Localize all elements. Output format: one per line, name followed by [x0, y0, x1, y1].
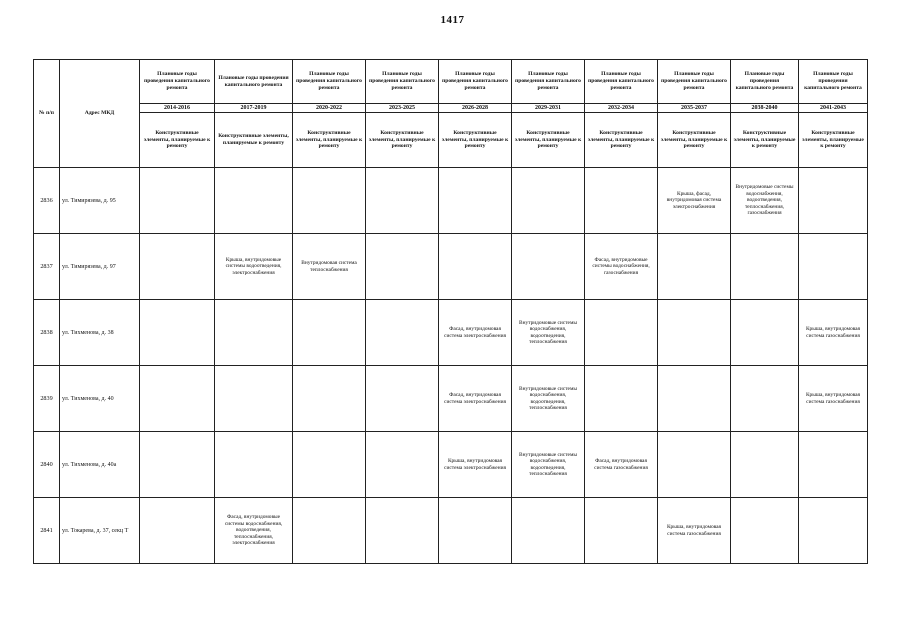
work-cell: [658, 432, 731, 498]
elements-header: Конструктивные элементы, планируемые к ремонту: [140, 113, 215, 168]
work-cell: Крыша, внутридомовая система газоснабжения: [799, 300, 868, 366]
elements-header: Конструктивные элементы, планируемые к ремонту: [585, 113, 658, 168]
row-number: 2840: [34, 432, 60, 498]
row-address: ул. Токарева, д. 37, секц Т: [60, 498, 140, 564]
work-cell: Крыша, фасад, внутридомовая система электроснабжения: [658, 168, 731, 234]
work-cell: [585, 498, 658, 564]
work-cell: [585, 168, 658, 234]
period-header: Плановые годы проведения капитального ремонта: [140, 60, 215, 104]
work-cell: [366, 432, 439, 498]
work-cell: [140, 300, 215, 366]
work-cell: [585, 366, 658, 432]
work-cell: [293, 300, 366, 366]
header-row-years: [34, 104, 868, 113]
repair-schedule-table: [33, 59, 868, 564]
row-number: 2839: [34, 366, 60, 432]
work-cell: Внутридомовая система теплоснабжения: [293, 234, 366, 300]
work-cell: Фасад, внутридомовая система газоснабжения: [585, 432, 658, 498]
work-cell: [731, 234, 799, 300]
work-cell: Фасад, внутридомовая система электроснабжения: [439, 300, 512, 366]
work-cell: [731, 366, 799, 432]
work-cell: [140, 168, 215, 234]
year-range: 2014-2016: [140, 104, 215, 113]
work-cell: [658, 366, 731, 432]
work-cell: [215, 432, 293, 498]
row-address: ул. Тихменова, д. 40: [60, 366, 140, 432]
work-cell: Крыша, внутридомовые системы водоотведения, электроснабжения: [215, 234, 293, 300]
table-row: [34, 168, 868, 234]
table-body: [34, 168, 868, 564]
work-cell: [293, 498, 366, 564]
year-range: 2038-2040: [731, 104, 799, 113]
work-cell: [215, 168, 293, 234]
year-range: 2023-2025: [366, 104, 439, 113]
elements-header: Конструктивные элементы, планируемые к ремонту: [215, 113, 293, 168]
work-cell: [215, 366, 293, 432]
work-cell: [366, 168, 439, 234]
work-cell: [658, 300, 731, 366]
row-number: 2838: [34, 300, 60, 366]
header-row-elements: [34, 113, 868, 168]
table-row: [34, 234, 868, 300]
work-cell: [731, 432, 799, 498]
work-cell: Внутридомовые системы водоснабжения, водоотведения, теплоснабжения: [512, 366, 585, 432]
row-number: 2841: [34, 498, 60, 564]
year-range: 2026-2028: [439, 104, 512, 113]
work-cell: [731, 498, 799, 564]
row-number: 2837: [34, 234, 60, 300]
year-range: 2041-2043: [799, 104, 868, 113]
work-cell: [366, 300, 439, 366]
period-header: Плановые годы проведения капитального ремонта: [658, 60, 731, 104]
elements-header: Конструктивные элементы, планируемые к ремонту: [439, 113, 512, 168]
work-cell: Внутридомовые системы водоснабжения, водоотведения, теплоснабжения: [512, 300, 585, 366]
work-cell: Крыша, внутридомовая система газоснабжения: [799, 366, 868, 432]
row-address: ул. Тихменова, д. 40а: [60, 432, 140, 498]
table-row: [34, 300, 868, 366]
work-cell: Крыша, внутридомовая система газоснабжения: [658, 498, 731, 564]
work-cell: [293, 168, 366, 234]
work-cell: [799, 432, 868, 498]
work-cell: [512, 168, 585, 234]
elements-header: Конструктивные элементы, планируемые к ремонту: [293, 113, 366, 168]
work-cell: Фасад, внутридомовые системы водоснабжения, газоснабжения: [585, 234, 658, 300]
work-cell: [439, 498, 512, 564]
work-cell: [366, 234, 439, 300]
work-cell: [799, 498, 868, 564]
elements-header: Конструктивные элементы, планируемые к ремонту: [731, 113, 799, 168]
elements-header: Конструктивные элементы, планируемые к ремонту: [658, 113, 731, 168]
page-number: 1417: [440, 14, 465, 26]
year-range: 2020-2022: [293, 104, 366, 113]
work-cell: [293, 366, 366, 432]
table-row: [34, 366, 868, 432]
row-address: ул. Тимирязева, д. 97: [60, 234, 140, 300]
period-header: Плановые годы проведения капитального ремонта: [439, 60, 512, 104]
work-cell: [658, 234, 731, 300]
work-cell: [799, 234, 868, 300]
row-number: 2836: [34, 168, 60, 234]
work-cell: [512, 234, 585, 300]
work-cell: [799, 168, 868, 234]
elements-header: Конструктивные элементы, планируемые к ремонту: [799, 113, 868, 168]
work-cell: Крыша, внутридомовая система электроснабжения: [439, 432, 512, 498]
work-cell: Внутридомовые системы водоснабжения, водоотведения, теплоснабжения, газоснабжения: [731, 168, 799, 234]
elements-header: Конструктивные элементы, планируемые к ремонту: [366, 113, 439, 168]
work-cell: [585, 300, 658, 366]
work-cell: Фасад, внутридомовая система электроснабжения: [439, 366, 512, 432]
row-address: ул. Тимирязева, д. 95: [60, 168, 140, 234]
period-header: Плановые годы проведения капитального ремонта: [731, 60, 799, 104]
year-range: 2032-2034: [585, 104, 658, 113]
period-header: Плановые годы проведения капитального ремонта: [215, 60, 293, 104]
work-cell: [140, 234, 215, 300]
work-cell: [731, 300, 799, 366]
work-cell: [439, 168, 512, 234]
num-header: № п/п: [34, 60, 60, 168]
period-header: Плановые годы проведения капитального ремонта: [585, 60, 658, 104]
work-cell: [366, 366, 439, 432]
work-cell: [512, 498, 585, 564]
work-cell: [215, 300, 293, 366]
period-header: Плановые годы проведения капитального ремонта: [293, 60, 366, 104]
work-cell: [366, 498, 439, 564]
year-range: 2035-2037: [658, 104, 731, 113]
header-row-period: [34, 60, 868, 104]
address-header: Адрес МКД: [60, 60, 140, 168]
row-address: ул. Тихменова, д. 38: [60, 300, 140, 366]
work-cell: Внутридомовые системы водоснабжения, водоотведения, теплоснабжения: [512, 432, 585, 498]
period-header: Плановые годы проведения капитального ремонта: [366, 60, 439, 104]
table-row: [34, 498, 868, 564]
year-range: 2029-2031: [512, 104, 585, 113]
work-cell: [140, 498, 215, 564]
work-cell: [140, 366, 215, 432]
table-row: [34, 432, 868, 498]
elements-header: Конструктивные элементы, планируемые к ремонту: [512, 113, 585, 168]
work-cell: Фасад, внутридомовые системы водоснабжения, водоотведения, теплоснабжения, электроснабжения: [215, 498, 293, 564]
year-range: 2017-2019: [215, 104, 293, 113]
work-cell: [293, 432, 366, 498]
period-header: Плановые годы проведения капитального ремонта: [799, 60, 868, 104]
period-header: Плановые годы проведения капитального ремонта: [512, 60, 585, 104]
work-cell: [439, 234, 512, 300]
work-cell: [140, 432, 215, 498]
